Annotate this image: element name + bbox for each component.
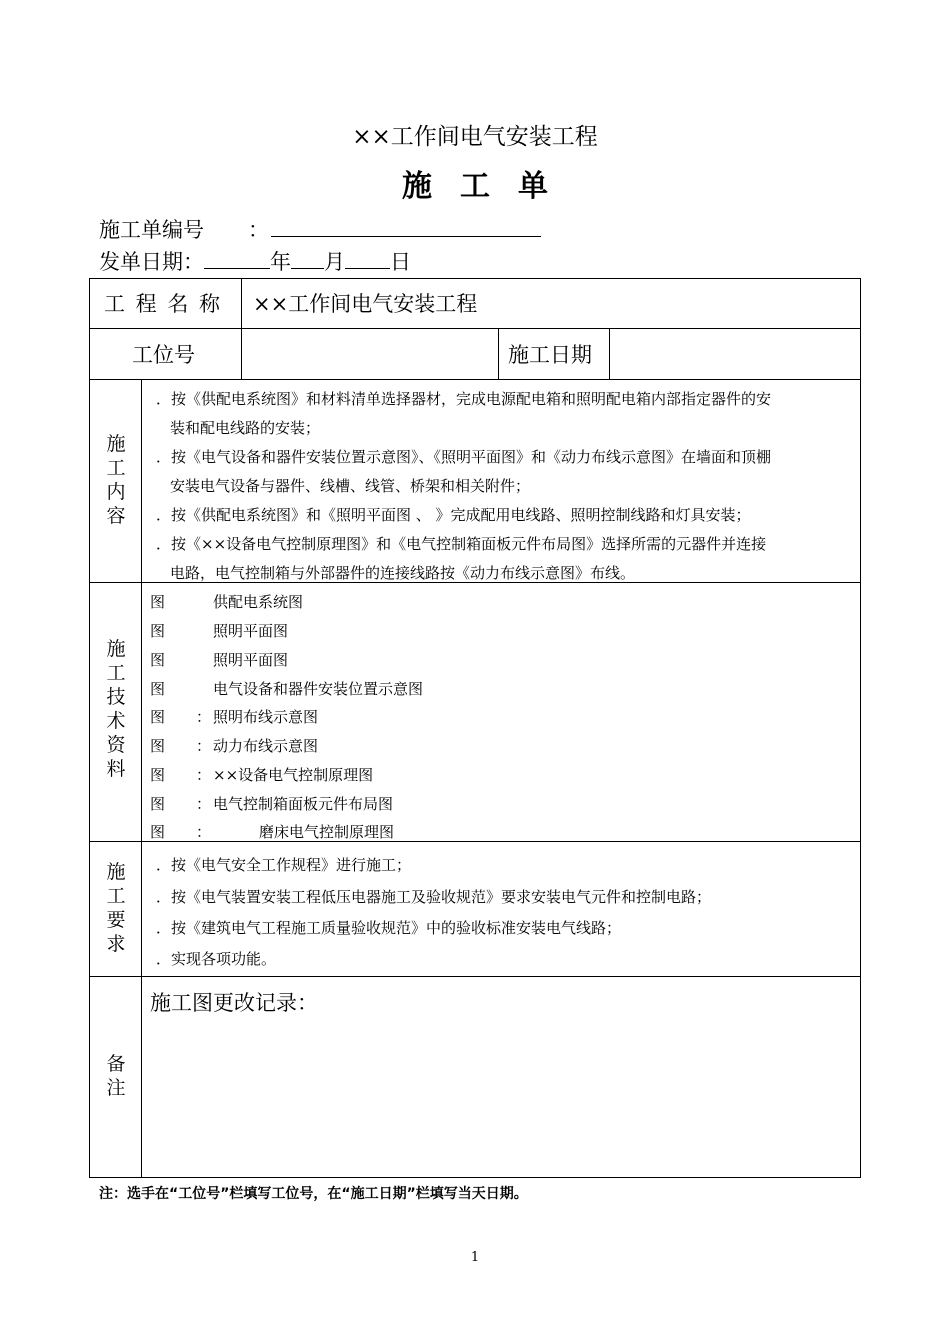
issue-month-field[interactable]	[291, 248, 324, 269]
issue-day-field[interactable]	[345, 248, 390, 269]
construction-date-field[interactable]	[610, 329, 860, 379]
tech-item-sep: ：	[196, 737, 212, 755]
tech-item-name: 动力布线示意图	[213, 737, 319, 755]
construction-date-label: 施工日期	[508, 343, 592, 367]
tech-item-prefix: 图	[150, 823, 166, 841]
tech-item-name: 照明平面图	[213, 651, 289, 669]
content-line: ．按《供配电系统图》和材料清单选择器材，完成电源配电箱和照明配电箱内部指定器件的安	[156, 390, 772, 408]
project-name-value: ××工作间电气安装工程	[253, 292, 478, 316]
issue-year-field[interactable]	[204, 248, 270, 269]
requirement-line: ．实现各项功能。	[156, 950, 277, 968]
order-number-label: 施工单编号	[99, 218, 204, 242]
station-field[interactable]	[242, 329, 498, 379]
requirement-line: ．按《电气装置安装工程低压电器施工及验收规范》要求安装电气元件和控制电路；	[156, 888, 712, 906]
tech-item-name: 供配电系统图	[213, 593, 304, 611]
tech-item-prefix: 图	[150, 795, 166, 813]
content-line: ．按《××设备电气控制原理图》和《电气控制箱面板元件布局图》选择所需的元器件并连接	[156, 535, 767, 553]
tech-item-name: 电气设备和器件安装位置示意图	[213, 680, 424, 698]
order-number-row	[99, 214, 541, 244]
tech-item-name: 照明平面图	[213, 622, 289, 640]
month-label: 月	[324, 250, 345, 274]
tech-item-prefix: 图	[150, 680, 166, 698]
project-name-label: 工 程 名 称	[104, 292, 223, 316]
tech-item-name: 电气控制箱面板元件布局图	[213, 795, 394, 813]
requirements-section-label: 施 工 要 求	[106, 861, 126, 955]
tech-item-sep: ：	[196, 766, 212, 784]
tech-item-sep: ：	[196, 708, 212, 726]
content-line: ．按《电气设备和器件安装位置示意图》、《照明平面图》和《动力布线示意图》在墙面和顶棚	[156, 448, 772, 466]
tech-item-sep: ：	[196, 795, 212, 813]
tech-item-name: ××设备电气控制原理图	[213, 766, 374, 784]
drawing-change-record-label: 施工图更改记录：	[150, 991, 318, 1015]
day-label: 日	[390, 250, 411, 274]
year-label: 年	[270, 250, 291, 274]
tech-item-prefix: 图	[150, 708, 166, 726]
tech-item-prefix: 图	[150, 737, 166, 755]
page-title: 施工单	[402, 169, 576, 204]
content-line: 装和配电线路的安装；	[170, 419, 321, 437]
remarks-field[interactable]	[142, 1020, 860, 1176]
content-section-label: 施 工 内 容	[106, 433, 126, 527]
requirement-line: ．按《电气安全工作规程》进行施工；	[156, 856, 412, 874]
tech-item-prefix: 图	[150, 622, 166, 640]
requirement-line: ．按《建筑电气工程施工质量验收规范》中的验收标准安装电气线路；	[156, 919, 622, 937]
remarks-section-label: 备 注	[106, 1053, 126, 1099]
tech-item-name: 磨床电气控制原理图	[259, 823, 395, 841]
issue-date-row	[99, 246, 411, 276]
order-number-colon: ：	[248, 218, 269, 242]
tech-item-name: 照明布线示意图	[213, 708, 319, 726]
station-label: 工位号	[132, 343, 195, 367]
project-subtitle: ××工作间电气安装工程	[352, 124, 598, 150]
tech-item-prefix: 图	[150, 766, 166, 784]
page-number: 1	[470, 1250, 480, 1265]
content-line: 电路，电气控制箱与外部器件的连接线路按《动力布线示意图》布线。	[170, 564, 636, 582]
content-line: ．按《供配电系统图》和《照明平面图 、 》完成配用电线路、照明控制线路和灯具安装；	[156, 506, 751, 524]
tech-item-prefix: 图	[150, 651, 166, 669]
issue-date-label: 发单日期：	[99, 250, 204, 274]
content-line: 安装电气设备与器件、线槽、线管、桥架和相关附件；	[170, 477, 531, 495]
footer-note: 注：选手在“工位号”栏填写工位号，在“施工日期”栏填写当天日期。	[99, 1186, 528, 1202]
tech-item-prefix: 图	[150, 593, 166, 611]
order-number-field[interactable]	[271, 216, 541, 237]
tech-item-sep: ：	[196, 823, 212, 841]
tech-section-label: 施 工 技 术 资 料	[106, 638, 126, 780]
